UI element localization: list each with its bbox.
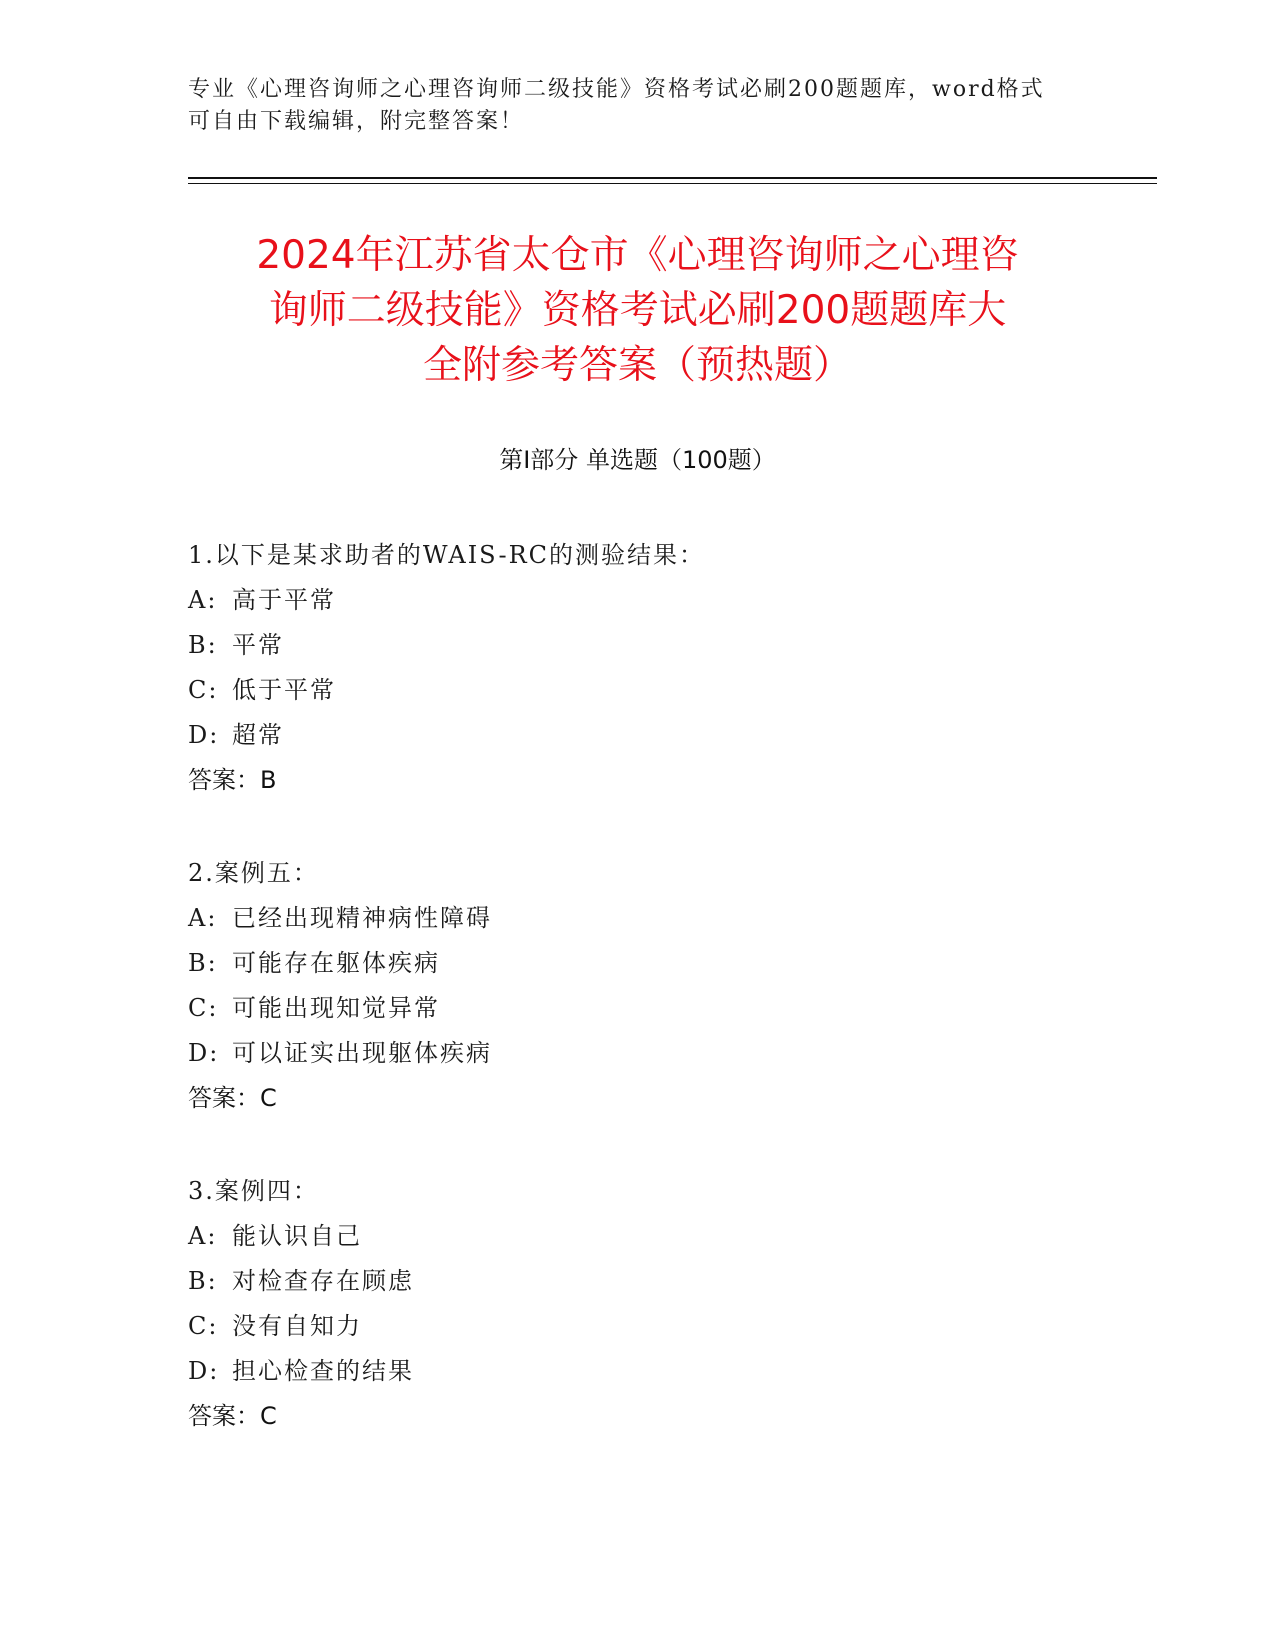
option-d (188, 713, 1148, 758)
option-d (188, 1031, 1148, 1076)
header-note-line-2: 可自由下载编辑，附完整答案！ (188, 109, 525, 134)
option-text: 能认识自己 (232, 1222, 362, 1250)
option-key: C: (188, 1312, 219, 1340)
option-text: 已经出现精神病性障碍 (232, 904, 492, 932)
header-note-line-1: 专业《心理咨询师之心理咨询师二级技能》资格考试必刷200题题库，word格式 (188, 77, 1045, 102)
option-c (188, 986, 1148, 1031)
question-item (188, 1169, 1148, 1439)
document-title-line-1: 2024年江苏省太仓市《心理咨询师之心理咨 (256, 233, 1019, 278)
header-divider-thick (188, 177, 1157, 179)
option-d (188, 1349, 1148, 1394)
option-key: A: (188, 1222, 218, 1250)
option-text: 没有自知力 (232, 1312, 362, 1340)
option-text: 可以证实出现躯体疾病 (232, 1039, 492, 1067)
option-key: C: (188, 676, 219, 704)
option-text: 对检查存在顾虑 (232, 1267, 414, 1295)
option-key: A: (188, 904, 218, 932)
question-stem: 3.案例四： (188, 1177, 319, 1205)
option-b (188, 941, 1148, 986)
question-stem: 1.以下是某求助者的WAIS-RC的测验结果： (188, 541, 706, 569)
question-list (188, 533, 1148, 1487)
option-text: 超常 (232, 721, 284, 749)
option-c (188, 1304, 1148, 1349)
option-a (188, 896, 1148, 941)
header-note (188, 74, 1088, 138)
option-key: B: (188, 949, 218, 977)
option-key: B: (188, 631, 218, 659)
document-title-line-2: 询师二级技能》资格考试必刷200题题库大 (268, 288, 1007, 333)
option-c (188, 668, 1148, 713)
question-item (188, 851, 1148, 1121)
option-key: D: (188, 1357, 220, 1385)
option-text: 可能存在躯体疾病 (232, 949, 440, 977)
option-a (188, 578, 1148, 623)
question-item (188, 533, 1148, 803)
option-key: A: (188, 586, 218, 614)
option-a (188, 1214, 1148, 1259)
option-text: 低于平常 (232, 676, 336, 704)
option-b (188, 1259, 1148, 1304)
option-text: 高于平常 (232, 586, 336, 614)
option-text: 平常 (232, 631, 284, 659)
option-key: B: (188, 1267, 218, 1295)
option-b (188, 623, 1148, 668)
answer-line: 答案：C (188, 1084, 277, 1112)
option-key: D: (188, 1039, 220, 1067)
option-key: C: (188, 994, 219, 1022)
answer-line: 答案：C (188, 1402, 277, 1430)
section-title: 第Ⅰ部分 单选题（100题） (499, 446, 776, 474)
header-divider-thin (188, 183, 1157, 184)
option-text: 担心检查的结果 (232, 1357, 414, 1385)
question-stem: 2.案例五： (188, 859, 319, 887)
option-key: D: (188, 721, 220, 749)
document-title-line-3: 全附参考答案（预热题） (422, 343, 852, 388)
document-title (150, 228, 1125, 393)
option-text: 可能出现知觉异常 (232, 994, 440, 1022)
answer-line: 答案：B (188, 766, 277, 794)
